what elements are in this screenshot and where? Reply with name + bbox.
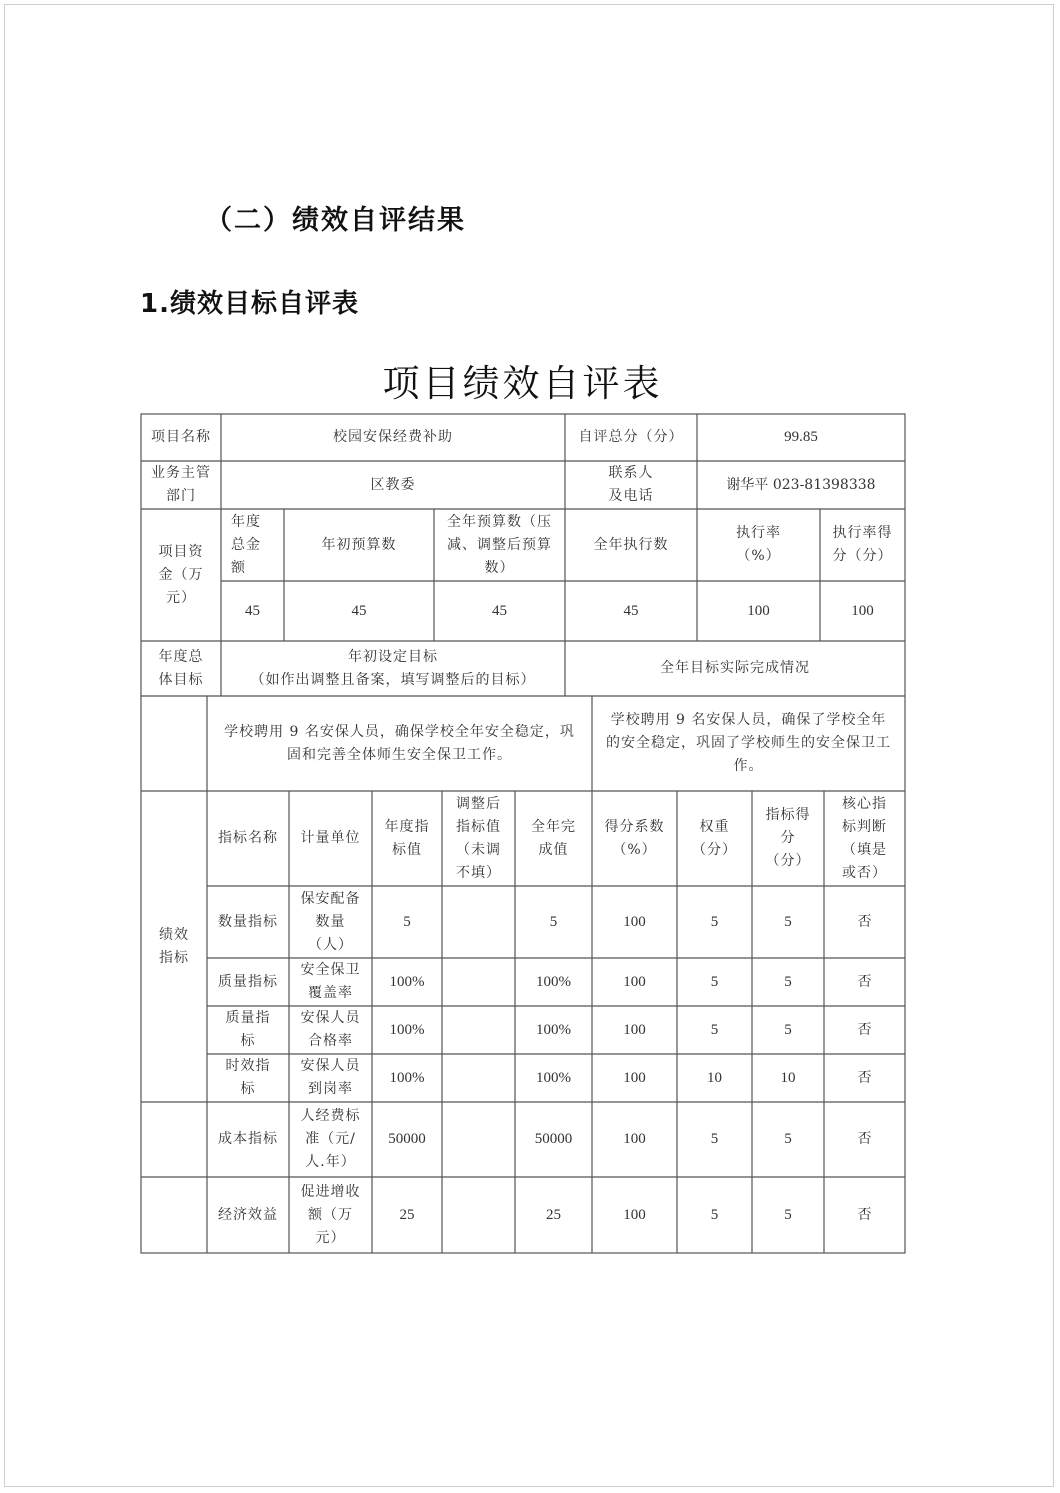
section-heading: （二）绩效自评结果	[205, 205, 466, 236]
indicator-cell: 成本指标	[218, 1131, 278, 1147]
indicator-cell: 5	[549, 913, 558, 930]
indicator-cell: 100%	[389, 1021, 425, 1038]
subsection-heading: 1.绩效目标自评表	[140, 289, 359, 319]
goals-actual-text: 学校聘用 9 名安保人员，确保了学校全年的安全稳定，巩固了学校师生的安全保卫工作。	[606, 712, 891, 774]
indicator-cell: 保安配备数量（人）	[300, 890, 361, 953]
goals-label: 年度总体目标	[158, 648, 204, 688]
indicator-cell: 100	[623, 1021, 646, 1038]
indicator-cell: 数量指标	[218, 913, 278, 930]
indicator-header: 核心指标判断（填是或否）	[842, 795, 887, 881]
dept-label: 业务主管部门	[151, 465, 211, 504]
indicator-header: 得分系数（%）	[604, 818, 665, 858]
indicator-cell: 50000	[534, 1131, 573, 1147]
funds-header: 全年预算数（压减、调整后预算数）	[447, 513, 552, 576]
indicator-cell: 经济效益	[218, 1206, 278, 1223]
funds-value: 45	[351, 602, 367, 619]
indicator-cell: 50000	[388, 1131, 426, 1147]
indicator-cell	[442, 1102, 515, 1177]
indicator-cell: 100	[623, 1131, 646, 1147]
indicator-cell: 质量指标	[218, 973, 278, 990]
indicator-cell: 5	[710, 1206, 719, 1223]
funds-header: 年度总金额	[231, 513, 261, 576]
indicator-cell: 质量指标	[225, 1010, 271, 1049]
contact-value: 谢华平 023-81398338	[726, 476, 876, 493]
indicator-cell: 100	[623, 1206, 646, 1223]
indicator-header: 指标得分（分）	[765, 807, 811, 869]
indicator-cell: 否	[857, 1069, 872, 1086]
indicator-cell: 5	[403, 913, 411, 930]
indicator-cell: 安保人员到岗率	[300, 1058, 361, 1097]
indicator-cell: 否	[857, 1021, 872, 1038]
funds-value: 100	[747, 602, 770, 619]
indicator-header: 全年完成值	[531, 818, 576, 858]
indicator-cell: 100%	[536, 1069, 571, 1086]
indicators-label: 绩效指标	[159, 926, 189, 966]
indicator-cell: 5	[710, 913, 719, 930]
indicator-cell: 促进增收额（万元）	[300, 1183, 361, 1246]
funds-header: 年初预算数	[321, 536, 397, 553]
indicator-cell: 100	[623, 913, 646, 930]
indicator-cell: 5	[710, 973, 719, 990]
indicator-header: 年度指标值	[384, 818, 430, 858]
funds-value: 100	[851, 602, 874, 619]
indicator-cell: 100%	[389, 1069, 425, 1086]
indicator-cell: 安保人员合格率	[300, 1010, 361, 1049]
dept-value: 区教委	[370, 476, 416, 493]
indicator-cell: 5	[710, 1131, 719, 1147]
indicator-cell: 5	[784, 1206, 792, 1223]
indicator-cell: 10	[707, 1069, 722, 1086]
funds-value: 45	[623, 602, 639, 619]
indicator-cell: 10	[780, 1069, 796, 1086]
funds-header: 全年执行数	[593, 536, 669, 553]
indicator-cell: 5	[784, 1131, 792, 1147]
total-score-value: 99.85	[784, 429, 818, 445]
funds-label: 项目资金（万元）	[158, 543, 204, 606]
indicator-cell: 时效指标	[225, 1058, 271, 1097]
indicator-cell: 100%	[389, 973, 425, 990]
indicator-cell: 否	[857, 913, 872, 930]
indicator-cell: 否	[857, 973, 872, 990]
indicator-cell: 5	[784, 973, 792, 990]
indicator-header: 计量单位	[300, 830, 361, 846]
indicator-cell: 5	[784, 1021, 792, 1038]
indicator-cell: 否	[857, 1131, 872, 1147]
goals-initial-text: 学校聘用 9 名安保人员，确保学校全年安全稳定，巩固和完善全体师生安全保卫工作。	[224, 723, 575, 763]
indicator-cell: 100%	[536, 973, 571, 990]
goals-actual-header: 全年目标实际完成情况	[660, 660, 810, 676]
project-name-value: 校园安保经费补助	[333, 429, 453, 445]
indicator-cell: 100	[623, 1069, 646, 1086]
indicator-cell: 25	[399, 1206, 415, 1223]
indicator-cell: 25	[546, 1206, 561, 1223]
indicator-cell: 100	[623, 973, 646, 990]
indicator-cell: 5	[710, 1021, 719, 1038]
total-score-label: 自评总分（分）	[578, 429, 684, 445]
goals-initial-header: 年初设定目标 （如作出调整且备案，填写调整后的目标）	[250, 648, 536, 688]
project-name-label: 项目名称	[151, 429, 211, 445]
indicator-cell	[442, 1006, 515, 1054]
indicator-cell: 人经费标准（元/人.年）	[300, 1108, 361, 1170]
indicator-cell: 5	[784, 913, 792, 930]
indicator-cell: 安全保卫覆盖率	[300, 962, 361, 1001]
indicator-cell: 100%	[536, 1021, 571, 1038]
funds-header: 执行率得分（分）	[832, 525, 893, 564]
indicator-header: 调整后指标值（未调不填）	[456, 795, 501, 881]
funds-value: 45	[492, 602, 507, 619]
indicator-cell	[442, 1177, 515, 1253]
funds-header: 执行率（%）	[736, 525, 781, 564]
funds-value: 45	[245, 602, 260, 619]
indicator-cell	[442, 886, 515, 958]
table-title: 项目绩效自评表	[382, 362, 663, 405]
indicator-header: 指标名称	[218, 830, 278, 846]
contact-label: 联系人 及电话	[608, 465, 654, 504]
indicator-cell	[442, 958, 515, 1006]
indicator-cell	[442, 1054, 515, 1102]
indicator-cell: 否	[857, 1206, 872, 1223]
indicator-header: 权重（分）	[692, 818, 737, 858]
